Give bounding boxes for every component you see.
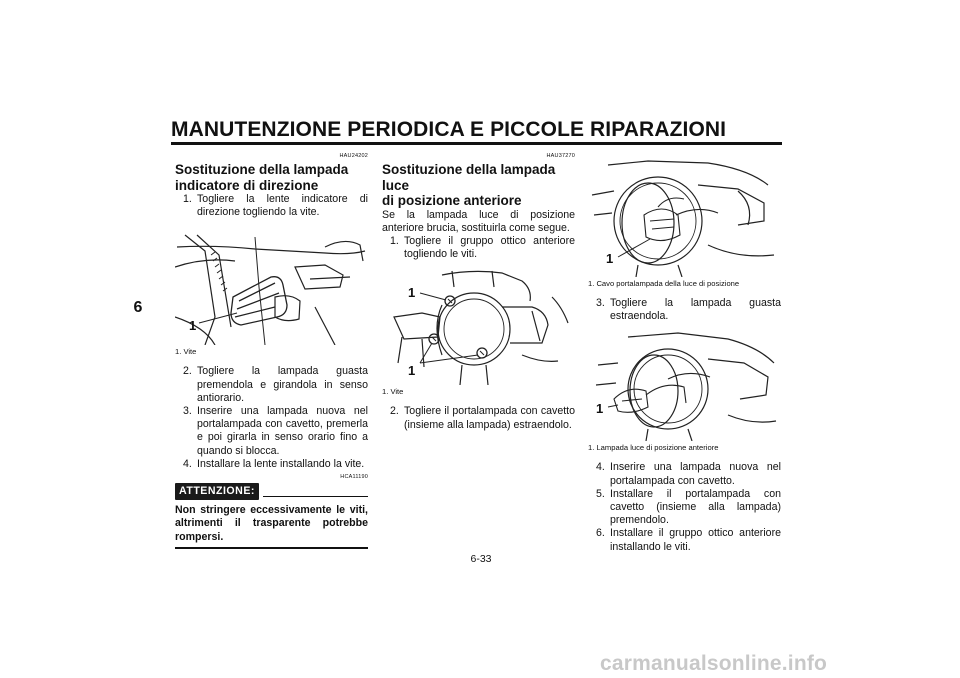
header-rule xyxy=(171,142,782,145)
warning-text: Non stringere eccessivamente le viti, altrimenti il trasparente potrebbe rompersi. xyxy=(175,504,368,543)
step-3: 3. Inserire una lampada nuova nel portalampada con cavetto, premerla e poi girarla in senso orario fino a quando si blocca. xyxy=(183,405,368,457)
intro-text: Se la lampada luce di posizione anteriore brucia, sostituirla come segue. xyxy=(382,208,575,234)
step-5: 5. Installare il portalampada con cavetto (insieme alla lampada) premendolo. xyxy=(596,487,781,527)
step-4: 4. Installare la lente installando la vite. xyxy=(183,457,365,470)
figure-caption: 1. Vite xyxy=(382,387,404,397)
page-number: 6-33 xyxy=(470,553,492,565)
figure-caption-2: 1. Lampada luce di posizione anteriore xyxy=(588,443,719,453)
step-3: 3. Togliere la lampada guasta estraendola. xyxy=(596,297,781,323)
warning-rule xyxy=(263,496,368,497)
warning-bottom-rule xyxy=(175,547,368,549)
warning-box xyxy=(175,483,368,549)
column-turn-signal xyxy=(175,152,368,549)
page-title: MANUTENZIONE PERIODICA E PICCOLE RIPARAZIONI xyxy=(171,118,727,141)
figure-callout: 1 xyxy=(606,251,614,266)
watermark: carmanualsonline.info xyxy=(600,652,828,675)
section-title-turn-signal: Sostituzione della lampada indicatore di direzione xyxy=(175,162,349,193)
position-bulb-figure xyxy=(588,329,781,441)
warning-code: HCA11190 xyxy=(340,474,368,481)
step-2: 2. Togliere il portalampada con cavetto (insieme alla lampada) estraendolo. xyxy=(390,405,575,431)
position-light-cable-figure xyxy=(588,155,781,277)
section-title-position-light: Sostituzione della lampada luce di posizione anteriore xyxy=(382,162,556,208)
turn-signal-figure xyxy=(175,227,368,345)
headlight-screws-figure xyxy=(382,267,575,385)
figure-callout-bottom: 1 xyxy=(408,363,416,379)
figure-callout: 1 xyxy=(596,401,604,417)
step-1: 1. Togliere il gruppo ottico anteriore togliendo le viti. xyxy=(390,234,575,261)
step-6: 6. Installare il gruppo ottico anteriore installando le viti. xyxy=(596,527,781,553)
step-2: 2. Togliere la lampada guasta premendola e girandola in senso antiorario. xyxy=(183,365,368,404)
warning-label: ATTENZIONE: xyxy=(175,483,259,500)
figure-caption: 1. Vite xyxy=(175,347,197,357)
figure-caption-1: 1. Cavo portalampada della luce di posizione xyxy=(588,279,740,288)
column-position-light-cont xyxy=(588,152,781,554)
column-position-light xyxy=(382,152,575,432)
figure-callout-top: 1 xyxy=(408,285,416,301)
step-4: 4. Inserire una lampada nuova nel portalampada con cavetto. xyxy=(596,461,781,487)
section-code: HAU37270 xyxy=(546,153,575,159)
step-1: 1. Togliere la lente indicatore di direzione togliendo la vite. xyxy=(183,193,368,219)
chapter-tab: 6 xyxy=(133,299,143,316)
figure-callout: 1 xyxy=(189,318,197,334)
section-code: HAU24202 xyxy=(339,153,368,159)
